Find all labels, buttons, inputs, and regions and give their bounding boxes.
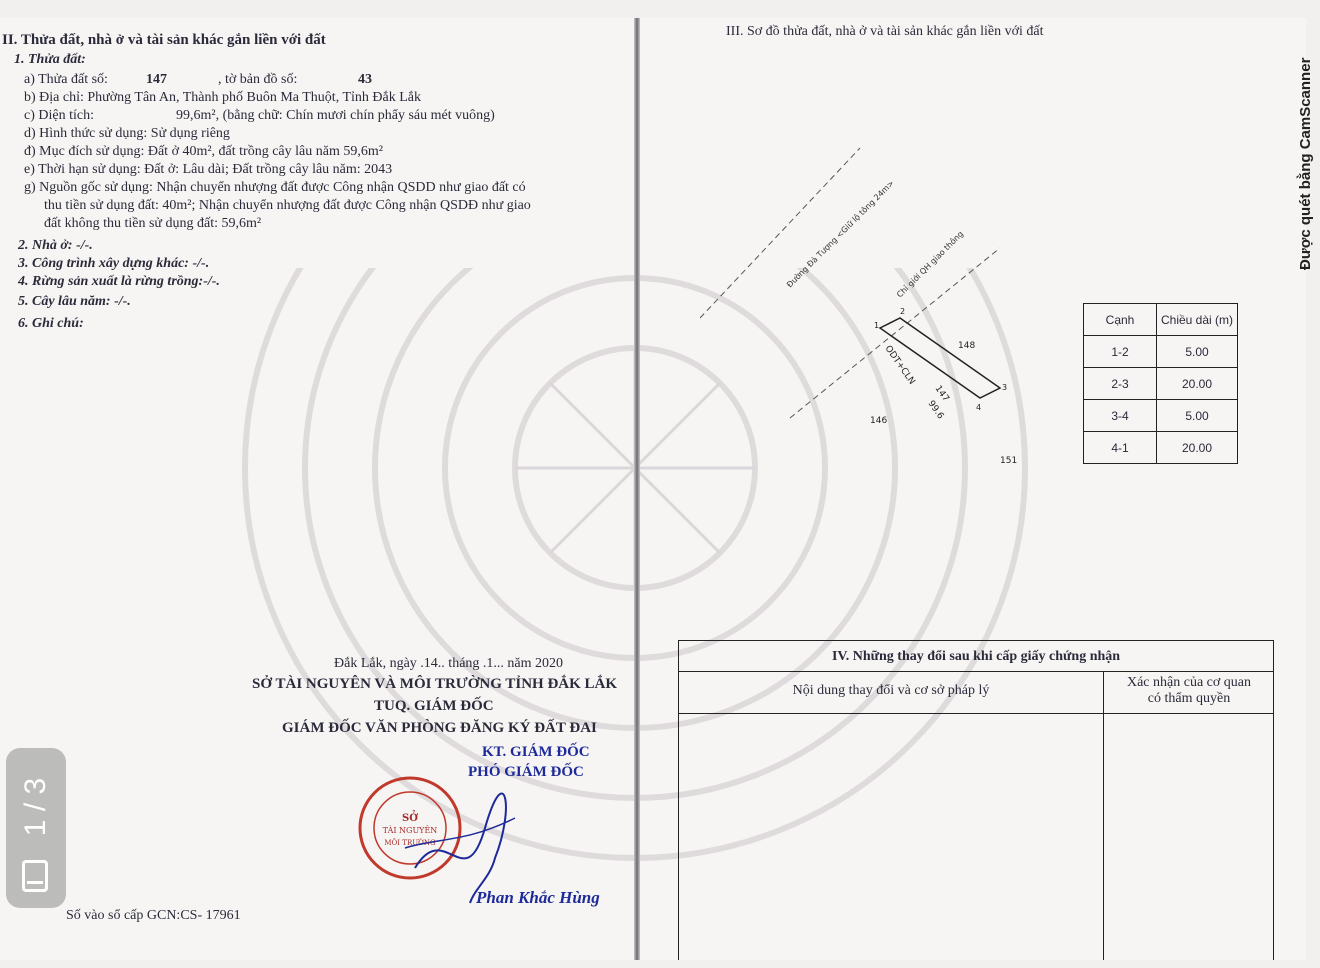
side-text: Được quét bằng CamScanner	[1297, 57, 1314, 270]
gcn-number: Số vào sổ cấp GCN:CS- 17961	[66, 908, 241, 923]
section-iii-title: III. Sơ đồ thửa đất, nhà ở và tài sản khác gắn liền với đất	[726, 24, 1044, 39]
page-counter-label: 1 / 3	[19, 777, 52, 837]
item-5-trees: 5. Cây lâu năm: -/-.	[18, 294, 131, 309]
changes-col-confirm-2: có thẩm quyền	[1147, 691, 1231, 706]
office-director: GIÁM ĐỐC VĂN PHÒNG ĐĂNG KÝ ĐẤT ĐAI	[282, 720, 597, 736]
origin-line-1: g) Nguồn gốc sử dụng: Nhận chuyển nhượng đất được Công nhận QSDD như giao đất có	[24, 180, 526, 195]
certificate-sheet	[0, 18, 1306, 960]
page-counter	[20, 768, 54, 848]
changes-col-confirm-1: Xác nhận của cơ quan	[1126, 675, 1251, 690]
issuing-org: SỞ TÀI NGUYÊN VÀ MÔI TRƯỜNG TỈNH ĐẮK LẮK	[252, 676, 618, 692]
item-2-house: 2. Nhà ở: -/-.	[18, 238, 93, 253]
svg-text:TÀI NGUYÊN: TÀI NGUYÊN	[382, 826, 438, 835]
table-row	[1084, 400, 1238, 432]
parcel-number-value: 147	[146, 72, 167, 87]
map-point-2: 2	[900, 307, 906, 316]
origin-line-2: thu tiền sử dụng đất: 40m²; Nhận chuyển nhượng đất được Công nhận QSDĐ như giao	[44, 198, 531, 213]
header-divider	[679, 713, 1273, 714]
dimension-table	[1083, 303, 1238, 464]
map-limit-label: Chỉ giới QH giao thông	[895, 229, 966, 300]
kt-director: KT. GIÁM ĐỐC	[482, 744, 590, 760]
page-grid-icon[interactable]	[22, 860, 48, 892]
column-divider	[1103, 671, 1104, 960]
dim-edge: 1-2	[1084, 336, 1157, 368]
svg-text:SỞ: SỞ	[402, 813, 418, 824]
changes-col-content: Nội dung thay đổi và cơ sở pháp lý	[792, 683, 990, 698]
map-area-value: 99.6	[925, 398, 946, 422]
dim-length: 5.00	[1157, 400, 1238, 432]
camscanner-label	[1290, 20, 1320, 280]
area-value: 99,6m², (bằng chữ: Chín mươi chín phẩy sáu mét vuông)	[176, 108, 495, 123]
dim-header-length: Chiều dài (m)	[1157, 304, 1238, 336]
section-ii-title: II. Thửa đất, nhà ở và tài sản khác gắn liền với đất	[2, 32, 326, 48]
map-point-3: 3	[1002, 383, 1008, 392]
changes-header	[679, 641, 1273, 672]
signing-date: Đắk Lắk, ngày .14.. tháng .1... năm 2020	[334, 656, 564, 671]
changes-box	[678, 640, 1274, 960]
dim-edge: 4-1	[1084, 432, 1157, 464]
map-neighbor-151: 151	[1000, 456, 1018, 466]
item-4-forest: 4. Rừng sản xuất là rừng trồng:-/-.	[18, 274, 220, 289]
dim-header-edge: Cạnh	[1084, 304, 1157, 336]
map-parcel-number: 147	[932, 383, 951, 404]
table-row	[1084, 432, 1238, 464]
map-road-label: Đường Đà Tượng <Giữ lộ tông 24m>	[785, 178, 896, 290]
signer-name: Phan Khắc Hùng	[476, 888, 600, 907]
map-neighbor-148: 148	[958, 341, 976, 351]
usage-form: d) Hình thức sử dụng: Sử dụng riêng	[24, 126, 230, 141]
dim-length: 20.00	[1157, 368, 1238, 400]
item-6-notes: 6. Ghi chú:	[18, 316, 84, 331]
table-row	[1084, 304, 1238, 336]
dim-length: 20.00	[1157, 432, 1238, 464]
map-neighbor-146: 146	[870, 416, 888, 426]
table-row	[1084, 368, 1238, 400]
changes-title: IV. Những thay đổi sau khi cấp giấy chứng nhận	[831, 649, 1121, 664]
map-point-1: 1	[874, 321, 880, 330]
dim-edge: 2-3	[1084, 368, 1157, 400]
deputy-director: PHÓ GIÁM ĐỐC	[468, 764, 584, 780]
item-3-construction: 3. Công trình xây dựng khác: -/-.	[18, 256, 210, 271]
usage-purpose: đ) Mục đích sử dụng: Đất ở 40m², đất trồng cây lâu năm 59,6m²	[24, 144, 383, 159]
svg-text:MÔI TRƯỜNG: MÔI TRƯỜNG	[384, 839, 436, 847]
item-1-title: 1. Thửa đất:	[14, 52, 86, 67]
area-label: c) Diện tích:	[24, 108, 94, 123]
origin-line-3: đất không thu tiền sử dụng đất: 59,6m²	[44, 216, 262, 231]
page-fold	[634, 18, 640, 960]
map-point-4: 4	[976, 403, 982, 412]
tuq-director: TUQ. GIÁM ĐỐC	[374, 698, 494, 714]
dim-edge: 3-4	[1084, 400, 1157, 432]
page-indicator[interactable]	[6, 748, 66, 908]
dim-length: 5.00	[1157, 336, 1238, 368]
parcel-number-label: a) Thửa đất số:	[24, 72, 108, 87]
table-row	[1084, 336, 1238, 368]
parcel-map	[700, 118, 1060, 478]
map-parcel-label: ODT+CLN	[882, 343, 917, 387]
map-sheet-label: , tờ bản đồ số:	[218, 72, 298, 87]
usage-term: e) Thời hạn sử dụng: Đất ở: Lâu dài; Đất trồng cây lâu năm: 2043	[24, 162, 393, 177]
address: b) Địa chỉ: Phường Tân An, Thành phố Buôn Ma Thuột, Tỉnh Đắk Lắk	[24, 90, 421, 105]
map-sheet-value: 43	[358, 72, 372, 87]
